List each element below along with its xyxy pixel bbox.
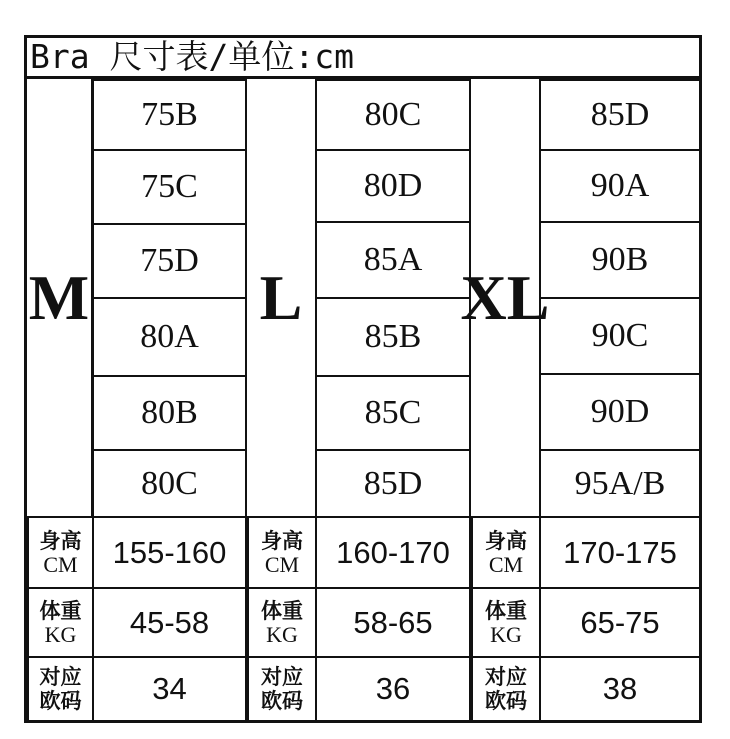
weight-value-m: 45-58 [92,587,247,658]
weight-label-unit: KG [266,621,298,647]
weight-label-cn: 体重 [485,598,527,623]
cup-cell: 95A/B [539,449,701,518]
chart-title: Bra 尺寸表/单位:cm [24,35,702,79]
size-label-xl: XL [471,79,541,516]
cup-cell: 75C [92,149,247,225]
height-label [471,516,541,589]
height-value-l: 160-170 [315,516,471,589]
cup-cell: 80C [92,449,247,518]
eu-size-label [471,656,541,722]
height-label-unit: CM [264,551,300,577]
eu-size-label-line1: 对应 [39,665,82,689]
weight-value-l: 58-65 [315,587,471,658]
cup-cell: 90C [539,297,701,375]
height-label-cn: 身高 [485,528,527,553]
cup-cell: 75B [92,79,247,151]
weight-label-cn: 体重 [261,598,303,623]
eu-size-label [27,656,94,722]
cup-cell: 85B [315,297,471,377]
eu-size-value-m: 34 [92,656,247,722]
cup-cell: 75D [92,223,247,299]
cup-cell: 90B [539,221,701,299]
cup-cell: 85D [539,79,701,151]
height-label-cn: 身高 [261,528,303,553]
eu-size-label-line1: 对应 [485,665,527,689]
eu-size-value-xl: 38 [539,656,701,722]
weight-value-xl: 65-75 [539,587,701,658]
weight-label-unit: KG [44,621,77,647]
cup-cell: 85D [315,449,471,518]
cup-cell: 85A [315,221,471,299]
weight-label [471,587,541,658]
height-label [247,516,317,589]
eu-size-label [247,656,317,722]
weight-label [27,587,94,658]
eu-size-label-line2: 欧码 [485,689,527,713]
height-label-unit: CM [43,551,78,577]
cup-cell: 80B [92,375,247,451]
cup-cell: 90D [539,373,701,451]
cup-cell: 85C [315,375,471,451]
cup-cell: 80D [315,149,471,223]
height-value-m: 155-160 [92,516,247,589]
eu-size-label-line2: 欧码 [39,689,82,713]
cup-cell: 80C [315,79,471,151]
eu-size-label-line2: 欧码 [261,689,303,713]
cup-cell: 80A [92,297,247,377]
weight-label-unit: KG [490,621,522,647]
size-label-l: L [247,79,317,516]
eu-size-value-l: 36 [315,656,471,722]
height-label-cn: 身高 [39,528,82,553]
height-value-xl: 170-175 [539,516,701,589]
size-label-m: M [27,79,93,516]
height-label [27,516,94,589]
weight-label-cn: 体重 [39,598,82,623]
height-label-unit: CM [488,551,524,577]
weight-label [247,587,317,658]
cup-cell: 90A [539,149,701,223]
eu-size-label-line1: 对应 [261,665,303,689]
